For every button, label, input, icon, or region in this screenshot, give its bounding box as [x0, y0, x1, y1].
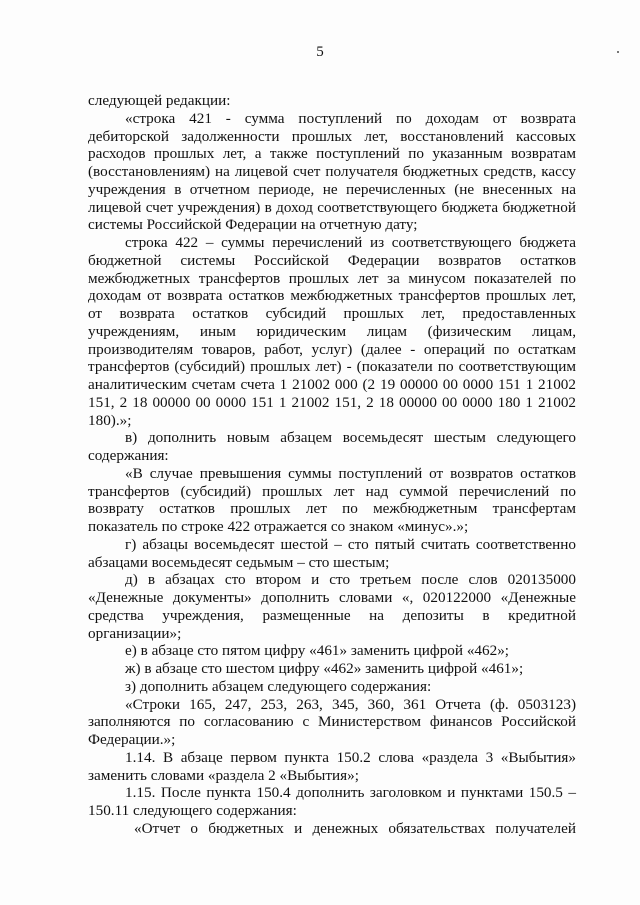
text-line: 1.15. После пункта 150.4 дополнить заголовком и пунктами 150.5 –	[125, 784, 576, 802]
text-line: строка 422 – суммы перечислений из соответствующего бюджета	[125, 234, 576, 251]
text-line: следующей редакции:	[88, 92, 231, 109]
page-number: 5	[316, 44, 324, 60]
text-line: дебиторской задолженности прошлых лет, восстановлений кассовых	[88, 127, 576, 145]
text-line: доходам от возврата остатков межбюджетных трансфертов прошлых лет,	[88, 287, 576, 305]
text-line: средства учреждения, размещенные на депозиты в кредитной	[88, 606, 576, 624]
text-line: з) дополнить абзацем следующего содержания:	[125, 677, 432, 695]
text-line: заменить словами «раздела 2 «Выбытия»;	[88, 766, 359, 784]
text-line: абзацами восемьдесят седьмым – сто шестым;	[88, 553, 390, 571]
text-line: д) в абзацах сто втором и сто третьем после слов 020135000	[125, 571, 576, 589]
text-line: ж) в абзаце сто шестом цифру «462» заменить цифрой «461»;	[125, 660, 524, 677]
text-line: содержания:	[88, 447, 169, 464]
document-body	[88, 92, 576, 838]
text-line: «строка 421 - сумма поступлений по доходам от возврата	[125, 109, 576, 127]
text-line: учреждения в отчетном периоде, не перечисленных (не внесенных на	[88, 180, 576, 198]
text-line: 150.11 следующего содержания:	[88, 802, 297, 819]
text-line: «Денежные документы» дополнить словами «, 020122000 «Денежные	[88, 589, 576, 606]
text-line: трансфертов (субсидий) прошлых лет) - (показатели по соответствующим	[88, 358, 576, 376]
text-line: трансфертов (субсидий) прошлых лет над суммой перечислений по	[88, 482, 576, 500]
text-line: системы Российской Федерации на отчетную дату;	[88, 216, 418, 234]
text-line: возврату остатков прошлых лет по межбюджетным трансфертам	[88, 500, 576, 518]
text-line: заполняются по согласованию с Министерством финансов Российской	[88, 713, 576, 731]
text-line: «В случае превышения суммы поступлений от возвратов остатков	[125, 464, 576, 482]
text-line: г) абзацы восемьдесят шестой – сто пятый считать соответственно	[125, 535, 576, 553]
text-line: производителям товаров, работ, услуг) (далее - операций по остаткам	[88, 340, 576, 358]
scan-speck	[617, 51, 619, 53]
text-line: «Строки 165, 247, 253, 263, 345, 360, 361 Отчета (ф. 0503123)	[125, 695, 576, 713]
text-line: лицевой счет учреждения) в доход соответствующего бюджета бюджетной	[88, 198, 576, 216]
text-line: организации»;	[88, 624, 182, 642]
text-line: межбюджетных трансфертов прошлых лет за минусом показателей по	[88, 269, 576, 287]
text-line: Федерации.»;	[88, 731, 176, 748]
text-line: 1.14. В абзаце первом пункта 150.2 слова «раздела 3 «Выбытия»	[125, 748, 576, 766]
text-line: расходов прошлых лет, а также поступлений по указанным возвратам	[88, 145, 576, 163]
text-line: (восстановлениям) на лицевой счет получателя бюджетных средств, кассу	[88, 163, 576, 180]
text-line: в) дополнить новым абзацем восемьдесят шестым следующего	[125, 429, 576, 447]
text-line: е) в абзаце сто пятом цифру «461» заменить цифрой «462»;	[125, 642, 510, 660]
text-line: 151, 2 18 00000 00 0000 151 1 21002 151, 2 18 00000 00 0000 180 1 21002	[88, 393, 576, 411]
text-line: от возврата остатков субсидий прошлых лет, предоставленных	[88, 305, 576, 322]
text-line: «Отчет о бюджетных и денежных обязательствах получателей	[134, 819, 576, 837]
text-line: 180).»;	[88, 411, 132, 429]
text-line: показатель по строке 422 отражается со знаком «минус».»;	[88, 518, 469, 535]
text-line: учреждениям, иным юридическим лицам (физическим лицам,	[88, 322, 576, 340]
text-line: бюджетной системы Российской Федерации возвратов остатков	[88, 251, 576, 269]
text-line: аналитическим счетам счета 1 21002 000 (2 19 00000 00 0000 151 1 21002	[88, 376, 576, 393]
